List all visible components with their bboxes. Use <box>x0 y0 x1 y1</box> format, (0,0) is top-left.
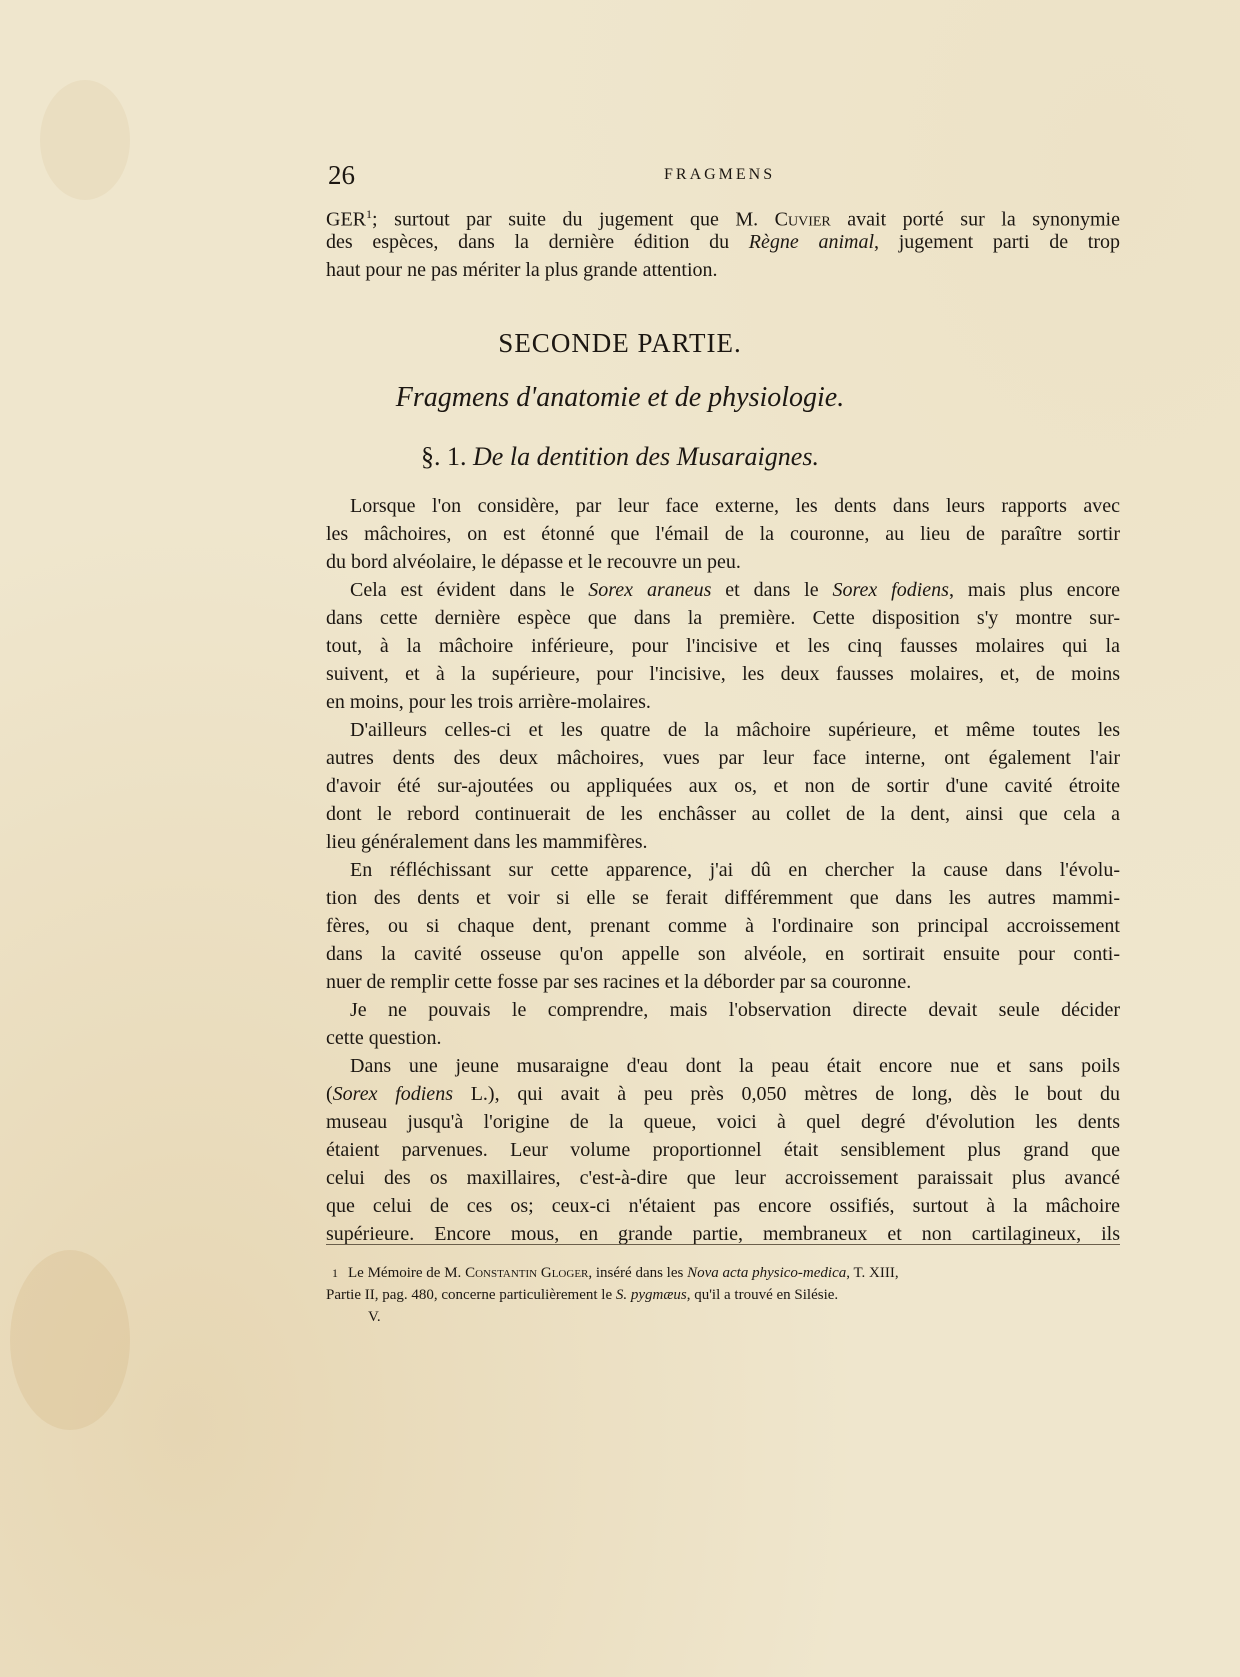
body-text: , mais plus encore <box>948 579 1121 601</box>
body-line <box>326 1080 1120 1108</box>
author-name: Constantin Gloger <box>465 1265 589 1281</box>
intro-line-text: ; surtout par suite du jugement que M. <box>372 208 775 231</box>
page-number: 26 <box>328 160 355 190</box>
paragraph-heading <box>0 442 1240 472</box>
species-name: S. pygmæus <box>615 1287 687 1303</box>
body-line: museau jusqu'à l'origine de la queue, voici à quel degré d'évolution les dents <box>326 1111 1120 1133</box>
section-title: SECONDE PARTIE. <box>498 328 742 358</box>
body-text: ( <box>326 1083 333 1105</box>
page-header <box>328 160 1128 190</box>
intro-line-text: avait porté sur la synonymie <box>830 208 1120 231</box>
footnote-text: , qu'il a trouvé en Silésie. <box>686 1287 839 1303</box>
running-head: FRAGMENS <box>664 166 776 183</box>
intro-line-text: des espèces, dans la dernière édition du <box>326 231 749 253</box>
intro-line-text: , jugement parti de trop <box>874 231 1121 253</box>
paragraph-title: De la dentition des Musaraignes. <box>473 442 819 471</box>
body-line: du bord alvéolaire, le dépasse et le recouvre un peu. <box>326 551 741 573</box>
intro-line: haut pour ne pas mériter la plus grande attention. <box>326 259 718 281</box>
book-title: Règne animal <box>748 231 875 253</box>
body-line: les mâchoires, on est étonné que l'émail de la couronne, au lieu de paraître sortir <box>326 523 1120 545</box>
body-line: lieu généralement dans les mammifères. <box>326 831 648 853</box>
body-line: Dans une jeune musaraigne d'eau dont la peau était encore nue et sans poils <box>350 1055 1120 1077</box>
species-name: Sorex fodiens <box>832 579 949 601</box>
body-text: et dans le <box>711 579 833 601</box>
body-text: L.), qui avait à peu près 0,050 mètres de long, dès le bout du <box>452 1083 1120 1105</box>
footnote-signature: V. <box>368 1309 381 1325</box>
body-line: suivent, et à la supérieure, pour l'incisive, les deux fausses molaires, et, de moins <box>326 663 1120 685</box>
journal-title: Nova acta physico-medica <box>687 1265 847 1281</box>
paragraph-number: §. 1. <box>421 442 467 471</box>
body-line: celui des os maxillaires, c'est-à-dire que leur accroissement paraissait plus avancé <box>326 1167 1120 1189</box>
footnote-text: Partie II, pag. 480, concerne particulièrement le <box>326 1287 616 1303</box>
footnote-text: , T. XIII, <box>846 1265 899 1281</box>
body-line: cette question. <box>326 1027 442 1049</box>
footnote-text: Le Mémoire de M. <box>348 1265 466 1281</box>
body-line: dans la cavité osseuse qu'on appelle son alvéole, en sortirait ensuite pour conti- <box>326 943 1120 965</box>
body-line: supérieure. Encore mous, en grande partie, membraneux et non cartilagineux, ils <box>326 1223 1120 1245</box>
body-line: fères, ou si chaque dent, prenant comme à l'ordinaire son principal accroissement <box>326 915 1120 937</box>
body-line: tion des dents et voir si elle se ferait différemment que dans les autres mammi- <box>326 887 1120 909</box>
body-line: que celui de ces os; ceux-ci n'étaient pas encore ossifiés, surtout à la mâchoire <box>326 1195 1120 1217</box>
species-name: Sorex araneus <box>588 579 712 601</box>
footnote-text: , inséré dans les <box>588 1265 688 1281</box>
body-line: d'avoir été sur-ajoutées ou appliquées aux os, et non de sortir d'une cavité étroite <box>326 775 1120 797</box>
author-name: Cuvier <box>774 208 831 231</box>
body-line <box>350 576 1120 604</box>
intro-line <box>326 228 1120 256</box>
body-line: autres dents des deux mâchoires, vues par leur face interne, ont également l'air <box>326 747 1120 769</box>
body-line: Je ne pouvais le comprendre, mais l'observation directe devait seule décider <box>350 999 1120 1021</box>
footnote-mark: 1 <box>332 1266 338 1280</box>
body-line: nuer de remplir cette fosse par ses racines et la déborder par sa couronne. <box>326 971 912 993</box>
footnote-ref: 1 <box>366 207 372 221</box>
body-line: dont le rebord continuerait de les enchâsser au collet de la dent, ainsi que cela a <box>326 803 1120 825</box>
body-line: dans cette dernière espèce que dans la première. Cette disposition s'y montre sur- <box>326 607 1120 629</box>
body-line: Lorsque l'on considère, par leur face externe, les dents dans leurs rapports avec <box>350 495 1120 517</box>
paper-stain <box>40 80 130 200</box>
body-line: en moins, pour les trois arrière-molaires. <box>326 691 651 713</box>
species-name: Sorex fodiens <box>332 1083 453 1105</box>
body-line: tout, à la mâchoire inférieure, pour l'incisive et les cinq fausses molaires qui la <box>326 635 1120 657</box>
footnote-line <box>326 1284 1120 1306</box>
section-subtitle: Fragmens d'anatomie et de physiologie. <box>395 382 845 413</box>
body-line: D'ailleurs celles-ci et les quatre de la mâchoire supérieure, et même toutes les <box>350 719 1120 741</box>
footnote-line <box>332 1262 1120 1284</box>
body-text: Cela est évident dans le <box>350 579 589 601</box>
footnote-divider <box>326 1244 1120 1245</box>
paper-stain <box>10 1250 130 1430</box>
intro-line-start: GER <box>326 208 366 231</box>
body-line: étaient parvenues. Leur volume proportionnel était sensiblement plus grand que <box>326 1139 1120 1161</box>
body-line: En réfléchissant sur cette apparence, j'ai dû en chercher la cause dans l'évolu- <box>350 859 1120 881</box>
